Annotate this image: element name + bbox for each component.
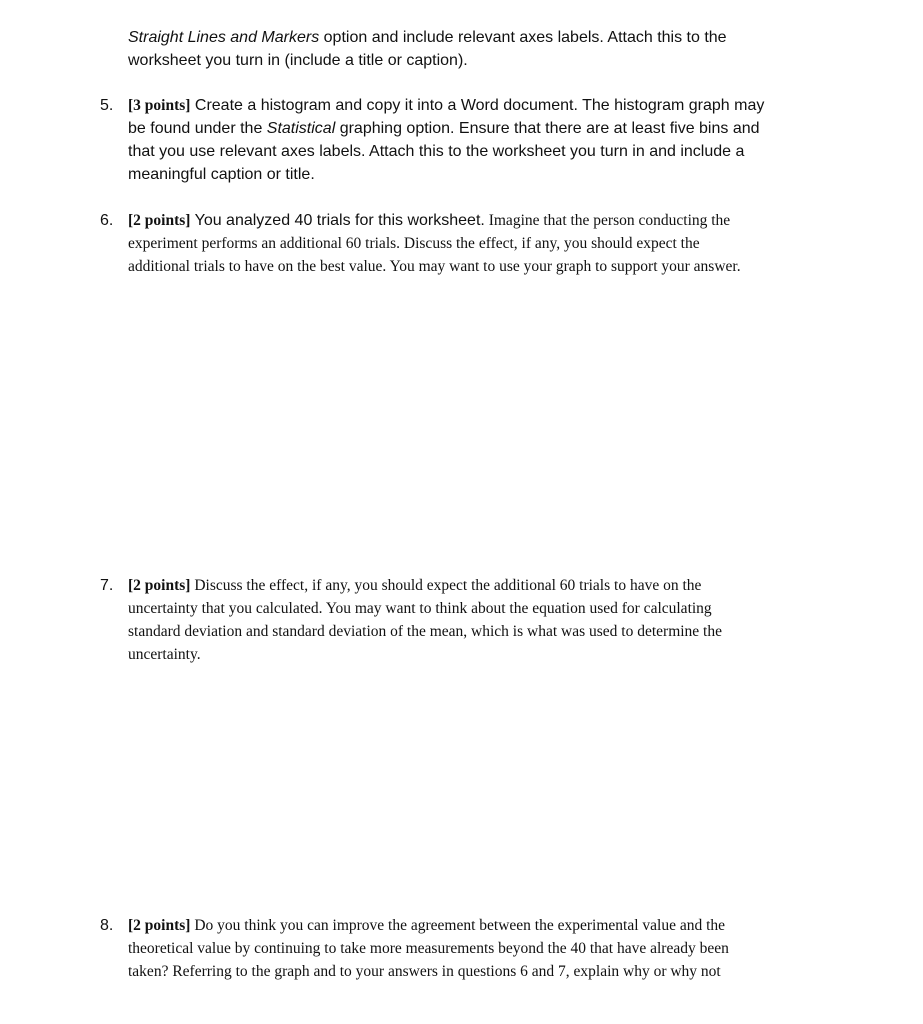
- continuation-line-2: worksheet you turn in (include a title or caption).: [128, 52, 468, 69]
- question-7-number: 7.: [100, 577, 114, 594]
- emphasis-text: Straight Lines and Markers: [128, 29, 320, 46]
- question-7: [128, 574, 828, 666]
- question-8: [128, 914, 828, 983]
- continuation-text: [128, 26, 828, 72]
- question-6-line-1: [2 points] You analyzed 40 trials for this worksheet. Imagine that the person conducting the: [128, 212, 731, 229]
- question-7-points: [2 points]: [128, 577, 191, 594]
- question-7-line-3: standard deviation and standard deviation of the mean, which is what was used to determine the: [128, 623, 722, 640]
- question-5-line-1: [3 points] Create a histogram and copy it into a Word document. The histogram graph may: [128, 97, 765, 114]
- question-8-points: [2 points]: [128, 917, 191, 934]
- question-7-line-1: [2 points] Discuss the effect, if any, you should expect the additional 60 trials to have on the: [128, 577, 702, 594]
- question-8-line-1: [2 points] Do you think you can improve the agreement between the experimental value and the: [128, 917, 726, 934]
- question-7-line-4: uncertainty.: [128, 646, 201, 663]
- question-7-line-2: uncertainty that you calculated. You may want to think about the equation used for calculating: [128, 600, 712, 617]
- question-5-line-3: that you use relevant axes labels. Attach this to the worksheet you turn in and include a: [128, 143, 745, 160]
- question-6-points: [2 points]: [128, 212, 191, 229]
- question-6-line-3: additional trials to have on the best value. You may want to use your graph to support your answer.: [128, 258, 741, 275]
- question-5: [128, 94, 828, 186]
- question-6-number: 6.: [100, 212, 114, 229]
- question-5-points: [3 points]: [128, 97, 191, 114]
- question-8-line-3: taken? Referring to the graph and to your answers in questions 6 and 7, explain why or why not: [128, 963, 721, 980]
- question-5-number: 5.: [100, 97, 114, 114]
- question-8-line-2: theoretical value by continuing to take more measurements beyond the 40 that have already been: [128, 940, 729, 957]
- question-5-line-2: be found under the Statistical graphing option. Ensure that there are at least five bins and: [128, 120, 760, 137]
- question-6-line-2: experiment performs an additional 60 trials. Discuss the effect, if any, you should expect the: [128, 235, 700, 252]
- question-5-line-4: meaningful caption or title.: [128, 166, 315, 183]
- emphasis-text: Statistical: [266, 120, 336, 137]
- question-8-number: 8.: [100, 917, 114, 934]
- question-6: [128, 209, 828, 278]
- continuation-line-1: Straight Lines and Markers option and include relevant axes labels. Attach this to the: [128, 29, 727, 46]
